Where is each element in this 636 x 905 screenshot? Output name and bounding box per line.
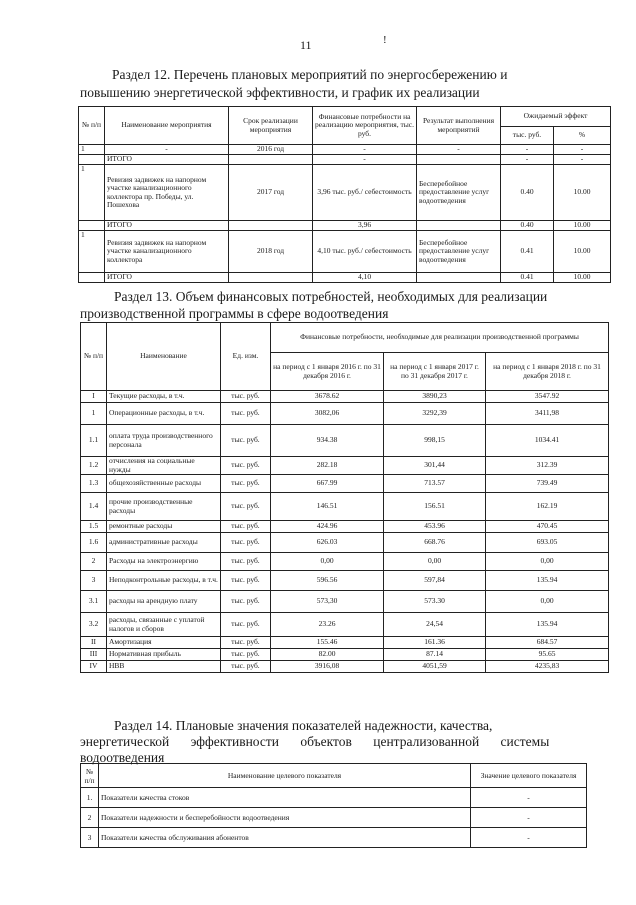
s13-header-p1: на период с 1 января 2016 г. по 31 декабря 2016 г. — [271, 353, 384, 391]
s12-header-effect-rub: тыс. руб. — [501, 127, 554, 145]
s13-row-value-2016: 596.56 — [271, 571, 384, 591]
s13-row-name: расходы на арендную плату — [107, 591, 221, 613]
s13-row-name: Текущие расходы, в т.ч. — [107, 391, 221, 403]
s13-row-value-2016: 3916,08 — [271, 661, 384, 673]
s13-row-value-2018: 693.05 — [486, 533, 609, 553]
table-row — [81, 475, 609, 493]
s13-header-num: № п/п — [81, 323, 107, 391]
s13-row-value-2016: 3678.62 — [271, 391, 384, 403]
s13-row-num: 3.1 — [81, 591, 107, 613]
table-row — [79, 231, 611, 273]
s13-row-num: 2 — [81, 553, 107, 571]
s13-row-num: 3.2 — [81, 613, 107, 637]
s13-table-body — [81, 391, 609, 673]
table-row — [81, 661, 609, 673]
s12-row-c-fin: 4,10 тыс. руб./ себестоимость — [313, 231, 417, 273]
s13-row-value-2016: 424.96 — [271, 521, 384, 533]
s12-total-b-pct: 10.00 — [554, 221, 611, 231]
table-row — [81, 391, 609, 403]
s13-table — [80, 322, 609, 673]
s12-total-b-label: ИТОГО — [105, 221, 229, 231]
s13-row-value-2018: 739.49 — [486, 475, 609, 493]
s13-row-unit: тыс. руб. — [221, 533, 271, 553]
s12-row-a-pct: - — [554, 145, 611, 155]
table-row — [79, 221, 611, 231]
s14-row-value: - — [471, 788, 587, 808]
s13-row-value-2018: 135.94 — [486, 613, 609, 637]
table-row — [81, 533, 609, 553]
s13-row-name: Нормативная прибыль — [107, 649, 221, 661]
s13-row-value-2018: 0,00 — [486, 591, 609, 613]
s13-row-value-2018: 312.39 — [486, 457, 609, 475]
s13-row-name: Неподконтрольные расходы, в т.ч. — [107, 571, 221, 591]
s12-total-c-label: ИТОГО — [105, 273, 229, 283]
s13-row-value-2017: 4051,59 — [384, 661, 486, 673]
s13-title-line2: производственной программы в сфере водоотведения — [80, 306, 389, 321]
s13-row-num: 1.2 — [81, 457, 107, 475]
s12-header-name: Наименование мероприятия — [105, 107, 229, 145]
s13-row-value-2018: 1034.41 — [486, 425, 609, 457]
table-row — [79, 145, 611, 155]
s13-title-line1: Раздел 13. Объем финансовых потребностей, необходимых для реализации — [114, 289, 548, 304]
s12-total-a-label: ИТОГО — [105, 155, 229, 165]
s13-row-value-2017: 713.57 — [384, 475, 486, 493]
s12-row-b-term: 2017 год — [229, 165, 313, 221]
s12-total-b-rub: 0.40 — [501, 221, 554, 231]
s14-header-num: № п/п — [81, 764, 99, 788]
top-mark: ! — [383, 34, 387, 46]
s13-row-name: общехозяйственные расходы — [107, 475, 221, 493]
s13-row-num: 1.6 — [81, 533, 107, 553]
s13-row-value-2018: 162.19 — [486, 493, 609, 521]
s13-row-num: 1.3 — [81, 475, 107, 493]
s13-row-name: Операционные расходы, в т.ч. — [107, 403, 221, 425]
s13-row-value-2018: 684.57 — [486, 637, 609, 649]
table-row — [81, 571, 609, 591]
s12-row-c-term: 2018 год — [229, 231, 313, 273]
s12-row-a-result: - — [417, 145, 501, 155]
s13-row-name: НВВ — [107, 661, 221, 673]
s13-row-value-2017: 573.30 — [384, 591, 486, 613]
s12-header-effect: Ожидаемый эффект — [501, 107, 611, 127]
table-row — [81, 808, 587, 828]
s13-row-unit: тыс. руб. — [221, 391, 271, 403]
s13-row-unit: тыс. руб. — [221, 457, 271, 475]
s12-row-c-num: 1 — [79, 231, 105, 273]
table-row — [81, 493, 609, 521]
s13-row-value-2018: 3411,98 — [486, 403, 609, 425]
s13-row-name: оплата труда производственного персонала — [107, 425, 221, 457]
s13-row-value-2017: 24,54 — [384, 613, 486, 637]
s12-row-a-name: - — [105, 145, 229, 155]
s12-total-b-fin: 3,96 — [313, 221, 417, 231]
s13-row-num: II — [81, 637, 107, 649]
table-row — [81, 828, 587, 848]
s12-title-line1: Раздел 12. Перечень плановых мероприятий по энергосбережению и — [112, 67, 508, 82]
table-row — [79, 165, 611, 221]
s13-row-value-2017: 301,44 — [384, 457, 486, 475]
s12-row-c-name: Ревизия задвижек на напорном участке канализационного коллектора — [105, 231, 229, 273]
s12-row-a-fin: - — [313, 145, 417, 155]
s14-row-name: Показатели надежности и бесперебойности водоотведения — [99, 808, 471, 828]
s13-row-unit: тыс. руб. — [221, 571, 271, 591]
s13-row-value-2016: 155.46 — [271, 637, 384, 649]
s13-row-value-2016: 934.38 — [271, 425, 384, 457]
table-row — [81, 649, 609, 661]
s13-row-num: 1.5 — [81, 521, 107, 533]
s13-row-num: 1.1 — [81, 425, 107, 457]
s12-total-c-rub: 0.41 — [501, 273, 554, 283]
s14-row-num: 1. — [81, 788, 99, 808]
s13-header-group: Финансовые потребности, необходимые для реализации производственной программы — [271, 323, 609, 353]
s13-row-name: Расходы на электроэнергию — [107, 553, 221, 571]
table-row — [81, 457, 609, 475]
s13-row-value-2018: 3547.92 — [486, 391, 609, 403]
s13-row-value-2016: 23.26 — [271, 613, 384, 637]
s13-row-value-2017: 87.14 — [384, 649, 486, 661]
s13-row-unit: тыс. руб. — [221, 403, 271, 425]
page-number: 11 — [300, 38, 312, 52]
s13-row-unit: тыс. руб. — [221, 613, 271, 637]
s13-row-num: III — [81, 649, 107, 661]
s12-row-b-pct: 10.00 — [554, 165, 611, 221]
table-row — [81, 403, 609, 425]
s13-row-value-2017: 3292,39 — [384, 403, 486, 425]
s13-row-unit: тыс. руб. — [221, 591, 271, 613]
s13-row-value-2018: 95.65 — [486, 649, 609, 661]
s14-header-value: Значение целевого показателя — [471, 764, 587, 788]
s13-row-num: IV — [81, 661, 107, 673]
s13-row-value-2017: 453.96 — [384, 521, 486, 533]
s13-row-unit: тыс. руб. — [221, 649, 271, 661]
s12-total-c-pct: 10.00 — [554, 273, 611, 283]
s13-row-value-2017: 161.36 — [384, 637, 486, 649]
s12-total-a-rub: - — [501, 155, 554, 165]
s13-row-value-2016: 3082,06 — [271, 403, 384, 425]
s12-header-effect-pct: % — [554, 127, 611, 145]
s13-row-unit: тыс. руб. — [221, 637, 271, 649]
s12-row-a-num: 1 — [79, 145, 105, 155]
s12-row-b-result: Бесперебойное предоставление услуг водоотведения — [417, 165, 501, 221]
s13-row-name: Амортизация — [107, 637, 221, 649]
table-row — [81, 521, 609, 533]
s13-row-value-2016: 573,30 — [271, 591, 384, 613]
s13-row-unit: тыс. руб. — [221, 493, 271, 521]
table-row — [81, 553, 609, 571]
table-row — [79, 273, 611, 283]
s13-row-unit: тыс. руб. — [221, 425, 271, 457]
s13-row-unit: тыс. руб. — [221, 553, 271, 571]
s13-row-unit: тыс. руб. — [221, 521, 271, 533]
s12-total-c-fin: 4,10 — [313, 273, 417, 283]
s14-row-num: 3 — [81, 828, 99, 848]
s13-row-unit: тыс. руб. — [221, 661, 271, 673]
s12-row-a-rub: - — [501, 145, 554, 155]
s13-row-value-2017: 156.51 — [384, 493, 486, 521]
s13-row-name: административные расходы — [107, 533, 221, 553]
s12-row-b-num: 1 — [79, 165, 105, 221]
s12-total-a-fin: - — [313, 155, 417, 165]
s14-row-value: - — [471, 828, 587, 848]
table-row — [81, 788, 587, 808]
s12-row-b-fin: 3,96 тыс. руб./ себестоимость — [313, 165, 417, 221]
s14-row-value: - — [471, 808, 587, 828]
s13-row-value-2017: 0,00 — [384, 553, 486, 571]
s12-row-c-result: Бесперебойное предоставление услуг водоотведения — [417, 231, 501, 273]
s14-title-line1: Раздел 14. Плановые значения показателей надежности, качества, — [114, 718, 493, 733]
s13-row-value-2016: 146.51 — [271, 493, 384, 521]
s13-row-num: 1 — [81, 403, 107, 425]
s12-row-b-rub: 0.40 — [501, 165, 554, 221]
s13-row-num: 3 — [81, 571, 107, 591]
s13-row-unit: тыс. руб. — [221, 475, 271, 493]
s12-row-a-term: 2016 год — [229, 145, 313, 155]
s13-header-p2: на период с 1 января 2017 г. по 31 декабря 2017 г. — [384, 353, 486, 391]
s12-header-result: Результат выполнения мероприятий — [417, 107, 501, 145]
s13-row-value-2018: 470.45 — [486, 521, 609, 533]
s12-header-num: № п/п — [79, 107, 105, 145]
s14-row-name: Показатели качества обслуживания абонентов — [99, 828, 471, 848]
s13-row-name: отчисления на социальные нужды — [107, 457, 221, 475]
s14-table — [80, 763, 587, 848]
s14-row-name: Показатели качества стоков — [99, 788, 471, 808]
s14-title-line2: энергетической эффективности объектов централизованной системы — [80, 734, 550, 749]
s13-header-name: Наименование — [107, 323, 221, 391]
s14-title-line3: водоотведения — [80, 750, 165, 765]
table-row — [81, 591, 609, 613]
s13-row-value-2016: 626.03 — [271, 533, 384, 553]
s12-title-line2: повышению энергетической эффективности, и график их реализации — [80, 85, 480, 100]
s13-row-num: 1.4 — [81, 493, 107, 521]
s13-row-value-2017: 597,84 — [384, 571, 486, 591]
s13-row-name: прочие производственные расходы — [107, 493, 221, 521]
table-row — [81, 425, 609, 457]
s13-row-value-2016: 0,00 — [271, 553, 384, 571]
s13-row-value-2016: 667.99 — [271, 475, 384, 493]
s12-header-term: Срок реализации мероприятия — [229, 107, 313, 145]
s14-header-name: Наименование целевого показателя — [99, 764, 471, 788]
s13-row-name: ремонтные расходы — [107, 521, 221, 533]
s13-row-value-2017: 668.76 — [384, 533, 486, 553]
s13-row-value-2018: 0,00 — [486, 553, 609, 571]
s13-header-unit: Ед. изм. — [221, 323, 271, 391]
table-row — [79, 155, 611, 165]
s12-row-c-pct: 10.00 — [554, 231, 611, 273]
s13-row-value-2017: 3890,23 — [384, 391, 486, 403]
s13-row-value-2018: 4235,83 — [486, 661, 609, 673]
s13-row-value-2018: 135.94 — [486, 571, 609, 591]
s14-row-num: 2 — [81, 808, 99, 828]
s12-row-b-name: Ревизия задвижек на напорном участке канализационного коллектора пр. Победы, ул. Пошехова — [105, 165, 229, 221]
s12-header-fin: Финансовые потребности на реализацию мероприятия, тыс. руб. — [313, 107, 417, 145]
s13-row-num: I — [81, 391, 107, 403]
table-row — [81, 613, 609, 637]
s13-row-name: расходы, связанные с уплатой налогов и сборов — [107, 613, 221, 637]
s13-row-value-2016: 282.18 — [271, 457, 384, 475]
s13-row-value-2016: 82.00 — [271, 649, 384, 661]
s12-table — [78, 106, 611, 283]
s13-row-value-2017: 998,15 — [384, 425, 486, 457]
s12-row-c-rub: 0.41 — [501, 231, 554, 273]
table-row — [81, 637, 609, 649]
s12-total-a-pct: - — [554, 155, 611, 165]
s13-header-p3: на период с 1 января 2018 г. по 31 декабря 2018 г. — [486, 353, 609, 391]
